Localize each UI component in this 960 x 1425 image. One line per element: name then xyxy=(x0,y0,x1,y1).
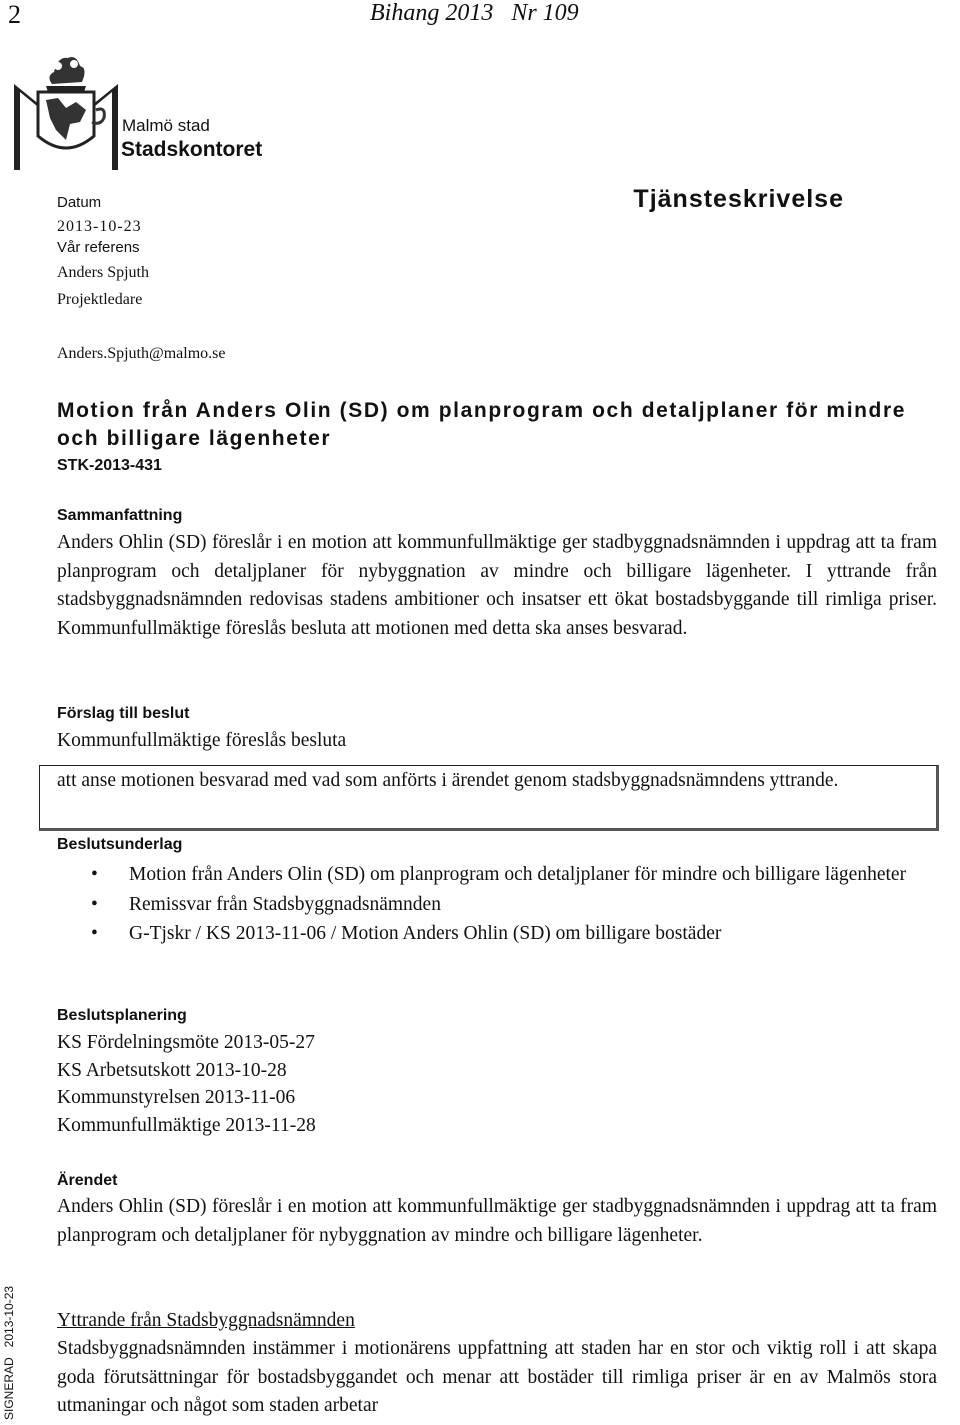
statement-heading: Yttrande från Stadsbyggnadsnämnden xyxy=(57,1310,355,1331)
basis-list xyxy=(57,861,917,950)
decision-body: anse motionen besvarad med vad som anförts i ärendet genom stadsbyggnadsnämndens yttrande. xyxy=(76,770,839,791)
issue-reference: Bihang 2013 Nr 109 xyxy=(370,0,579,26)
planning-item: Kommunstyrelsen 2013-11-06 xyxy=(57,1087,296,1108)
matter-heading: Ärendet xyxy=(57,1172,118,1189)
date-label: Datum xyxy=(57,194,102,211)
bullet-icon: • xyxy=(91,864,98,885)
list-item xyxy=(57,861,917,889)
summary-text: Anders Ohlin (SD) föreslår i en motion att kommunfullmäktige ger stadbyggnadsnämnden i uppdrag att ta fram planprogram och detaljplaner för nybyggnation av mindre och billigare lägenheter. I yttrande från stadsbyggnadsnämnden redovisas stadens ambitioner och insatser ett ökat bostadsbyggande till rimliga priser. Kommunfullmäktige föreslås besluta att motionen med detta ska anses besvarad. xyxy=(57,532,937,639)
planning-list xyxy=(57,1029,316,1139)
basis-item-text: Motion från Anders Olin (SD) om planprogram och detaljplaner för mindre och billigare lägenheter xyxy=(129,864,907,885)
bullet-icon: • xyxy=(91,893,98,915)
planning-heading: Beslutsplanering xyxy=(57,1007,187,1024)
signed-stamp: SIGNERAD 2013-10-23 xyxy=(2,1285,16,1420)
decision-text xyxy=(57,767,927,794)
page-number: 2 xyxy=(8,0,21,29)
matter-text: Anders Ohlin (SD) föreslår i en motion att kommunfullmäktige ger stadbyggnadsnämnden i uppdrag att ta fram planprogram och detaljplaner för nybyggnation av mindre och billigare lägenheter. xyxy=(57,1196,937,1246)
planning-item: Kommunfullmäktige 2013-11-28 xyxy=(57,1114,316,1136)
reference-title: Projektledare xyxy=(57,291,143,308)
org-office: Stadskontoret xyxy=(121,138,263,161)
basis-item-text: Remissvar från Stadsbyggnadsnämnden xyxy=(129,893,441,915)
date-value: 2013-10-23 xyxy=(57,218,142,235)
statement-text: Stadsbyggnadsnämnden instämmer i motionärens uppfattning att staden har en stor och viktig roll i att skapa goda förutsättningar för bostadsbyggandet och menar att bostäder till rimliga priser är en av Malmös stora utmaningar och något som staden arbetar xyxy=(57,1338,937,1417)
planning-item: KS Fördelningsmöte 2013-05-27 xyxy=(57,1032,315,1053)
org-city: Malmö stad xyxy=(122,116,210,135)
basis-heading: Beslutsunderlag xyxy=(57,836,183,853)
decision-keyword: att xyxy=(57,770,77,791)
reference-label: Vår referens xyxy=(57,239,140,256)
list-item xyxy=(57,920,917,948)
summary-heading: Sammanfattning xyxy=(57,507,183,524)
bullet-icon: • xyxy=(91,923,98,944)
planning-item: KS Arbetsutskott 2013-10-28 xyxy=(57,1059,287,1081)
document-title: Motion från Anders Olin (SD) om planprogram och detaljplaner för mindre och billigare lägenheter xyxy=(57,399,907,450)
list-item xyxy=(57,891,917,919)
proposal-heading: Förslag till beslut xyxy=(57,705,190,722)
case-number: STK-2013-431 xyxy=(57,457,162,474)
document-type: Tjänsteskrivelse xyxy=(633,185,844,213)
reference-name: Anders Spjuth xyxy=(57,264,149,281)
reference-email[interactable]: Anders.Spjuth@malmo.se xyxy=(57,345,226,362)
proposal-intro: Kommunfullmäktige föreslås besluta xyxy=(57,730,347,751)
basis-item-text: G-Tjskr / KS 2013-11-06 / Motion Anders Ohlin (SD) om billigare bostäder xyxy=(129,923,722,944)
